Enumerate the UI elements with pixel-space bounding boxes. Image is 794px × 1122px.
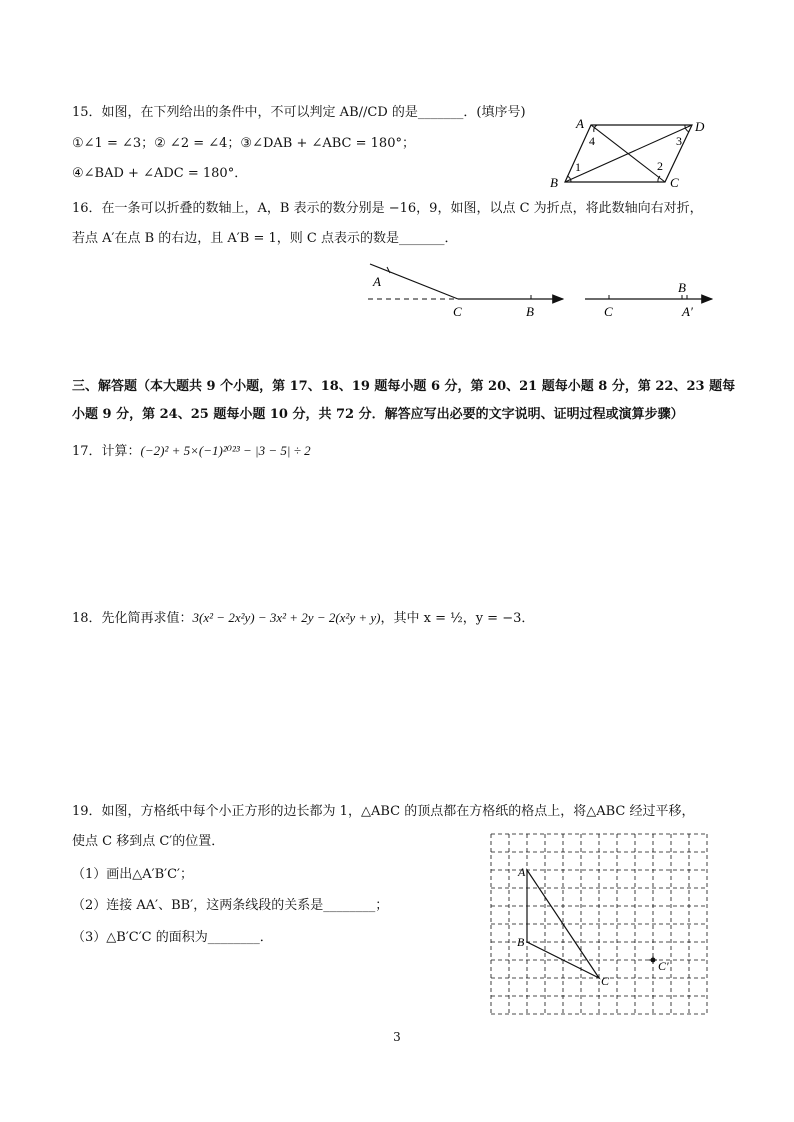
section3-line1: 三、解答题（本大题共 9 个小题，第 17、18、19 题每小题 6 分，第 20、21 题每小题 8 分，第 22、23 题每 [72, 379, 736, 394]
q15-line1: 15．如图，在下列给出的条件中，不可以判定 AB//CD 的是_______．(填序号) [72, 105, 526, 120]
label-b: B [526, 304, 534, 319]
label-a: A [518, 865, 526, 879]
label-a: A [576, 116, 584, 131]
q19-line1: 19．如图，方格纸中每个小正方形的边长都为 1，△ABC 的顶点都在方格纸的格点上，将△ABC 经过平移， [72, 804, 695, 819]
q15-parallelogram-figure [545, 112, 715, 192]
label-c-prime: C′ [658, 959, 669, 973]
label-c: C [670, 175, 679, 190]
label-d: D [695, 119, 705, 134]
page-number: 3 [393, 1030, 401, 1044]
label-b: B [550, 175, 558, 190]
q18-expression: 3(x² − 2x²y) − 3x² + 2y − 2(x²y + y) [192, 610, 381, 625]
q19-part2: （2）连接 AA′、BB′，这两条线段的关系是________； [72, 898, 389, 913]
label-a: A [373, 274, 381, 289]
angle-4: 4 [589, 134, 595, 148]
angle-2: 2 [657, 159, 663, 173]
q18-label: 18．先化简再求值： [72, 611, 193, 626]
label-b: B [517, 935, 525, 949]
q16-line1: 16．在一条可以折叠的数轴上，A，B 表示的数分别是 −16，9，如图，以点 C 为折点，将此数轴向右对折， [72, 201, 703, 216]
q19-grid-figure [490, 828, 720, 1018]
label-b-folded: B [678, 280, 686, 295]
q16-line2: 若点 A′在点 B 的右边，且 A′B = 1，则 C 点表示的数是_______． [72, 231, 458, 246]
grid-lines [491, 834, 707, 1014]
label-c: C [453, 304, 462, 319]
q15-line3: ④∠BAD + ∠ADC = 180°． [72, 166, 248, 181]
q18-line [72, 609, 534, 628]
q18-condition: ，其中 x = ½，y = −3． [380, 611, 535, 626]
q16-number-line-figure [360, 258, 720, 324]
q17-line [72, 442, 311, 461]
label-c: C [601, 974, 610, 988]
label-a-prime: A′ [682, 304, 693, 319]
label-c-folded: C [604, 304, 613, 319]
q19-part1: （1）画出△A′B′C′； [72, 867, 194, 882]
angle-3: 3 [676, 134, 682, 148]
q17-label: 17．计算： [72, 444, 141, 459]
q19-part3: （3）△B′C′C 的面积为________． [72, 930, 273, 945]
q17-expression: (−2)² + 5×(−1)²⁰²³ − |3 − 5| ÷ 2 [140, 443, 311, 458]
section3-line2: 小题 9 分，第 24、25 题每小题 10 分，共 72 分．解答应写出必要的文字说明、证明过程或演算步骤） [72, 407, 684, 422]
q19-line2: 使点 C 移到点 C′的位置． [72, 834, 225, 849]
q15-line2: ①∠1 = ∠3；② ∠2 = ∠4；③∠DAB + ∠ABC = 180°； [72, 136, 415, 151]
angle-1: 1 [575, 160, 581, 174]
